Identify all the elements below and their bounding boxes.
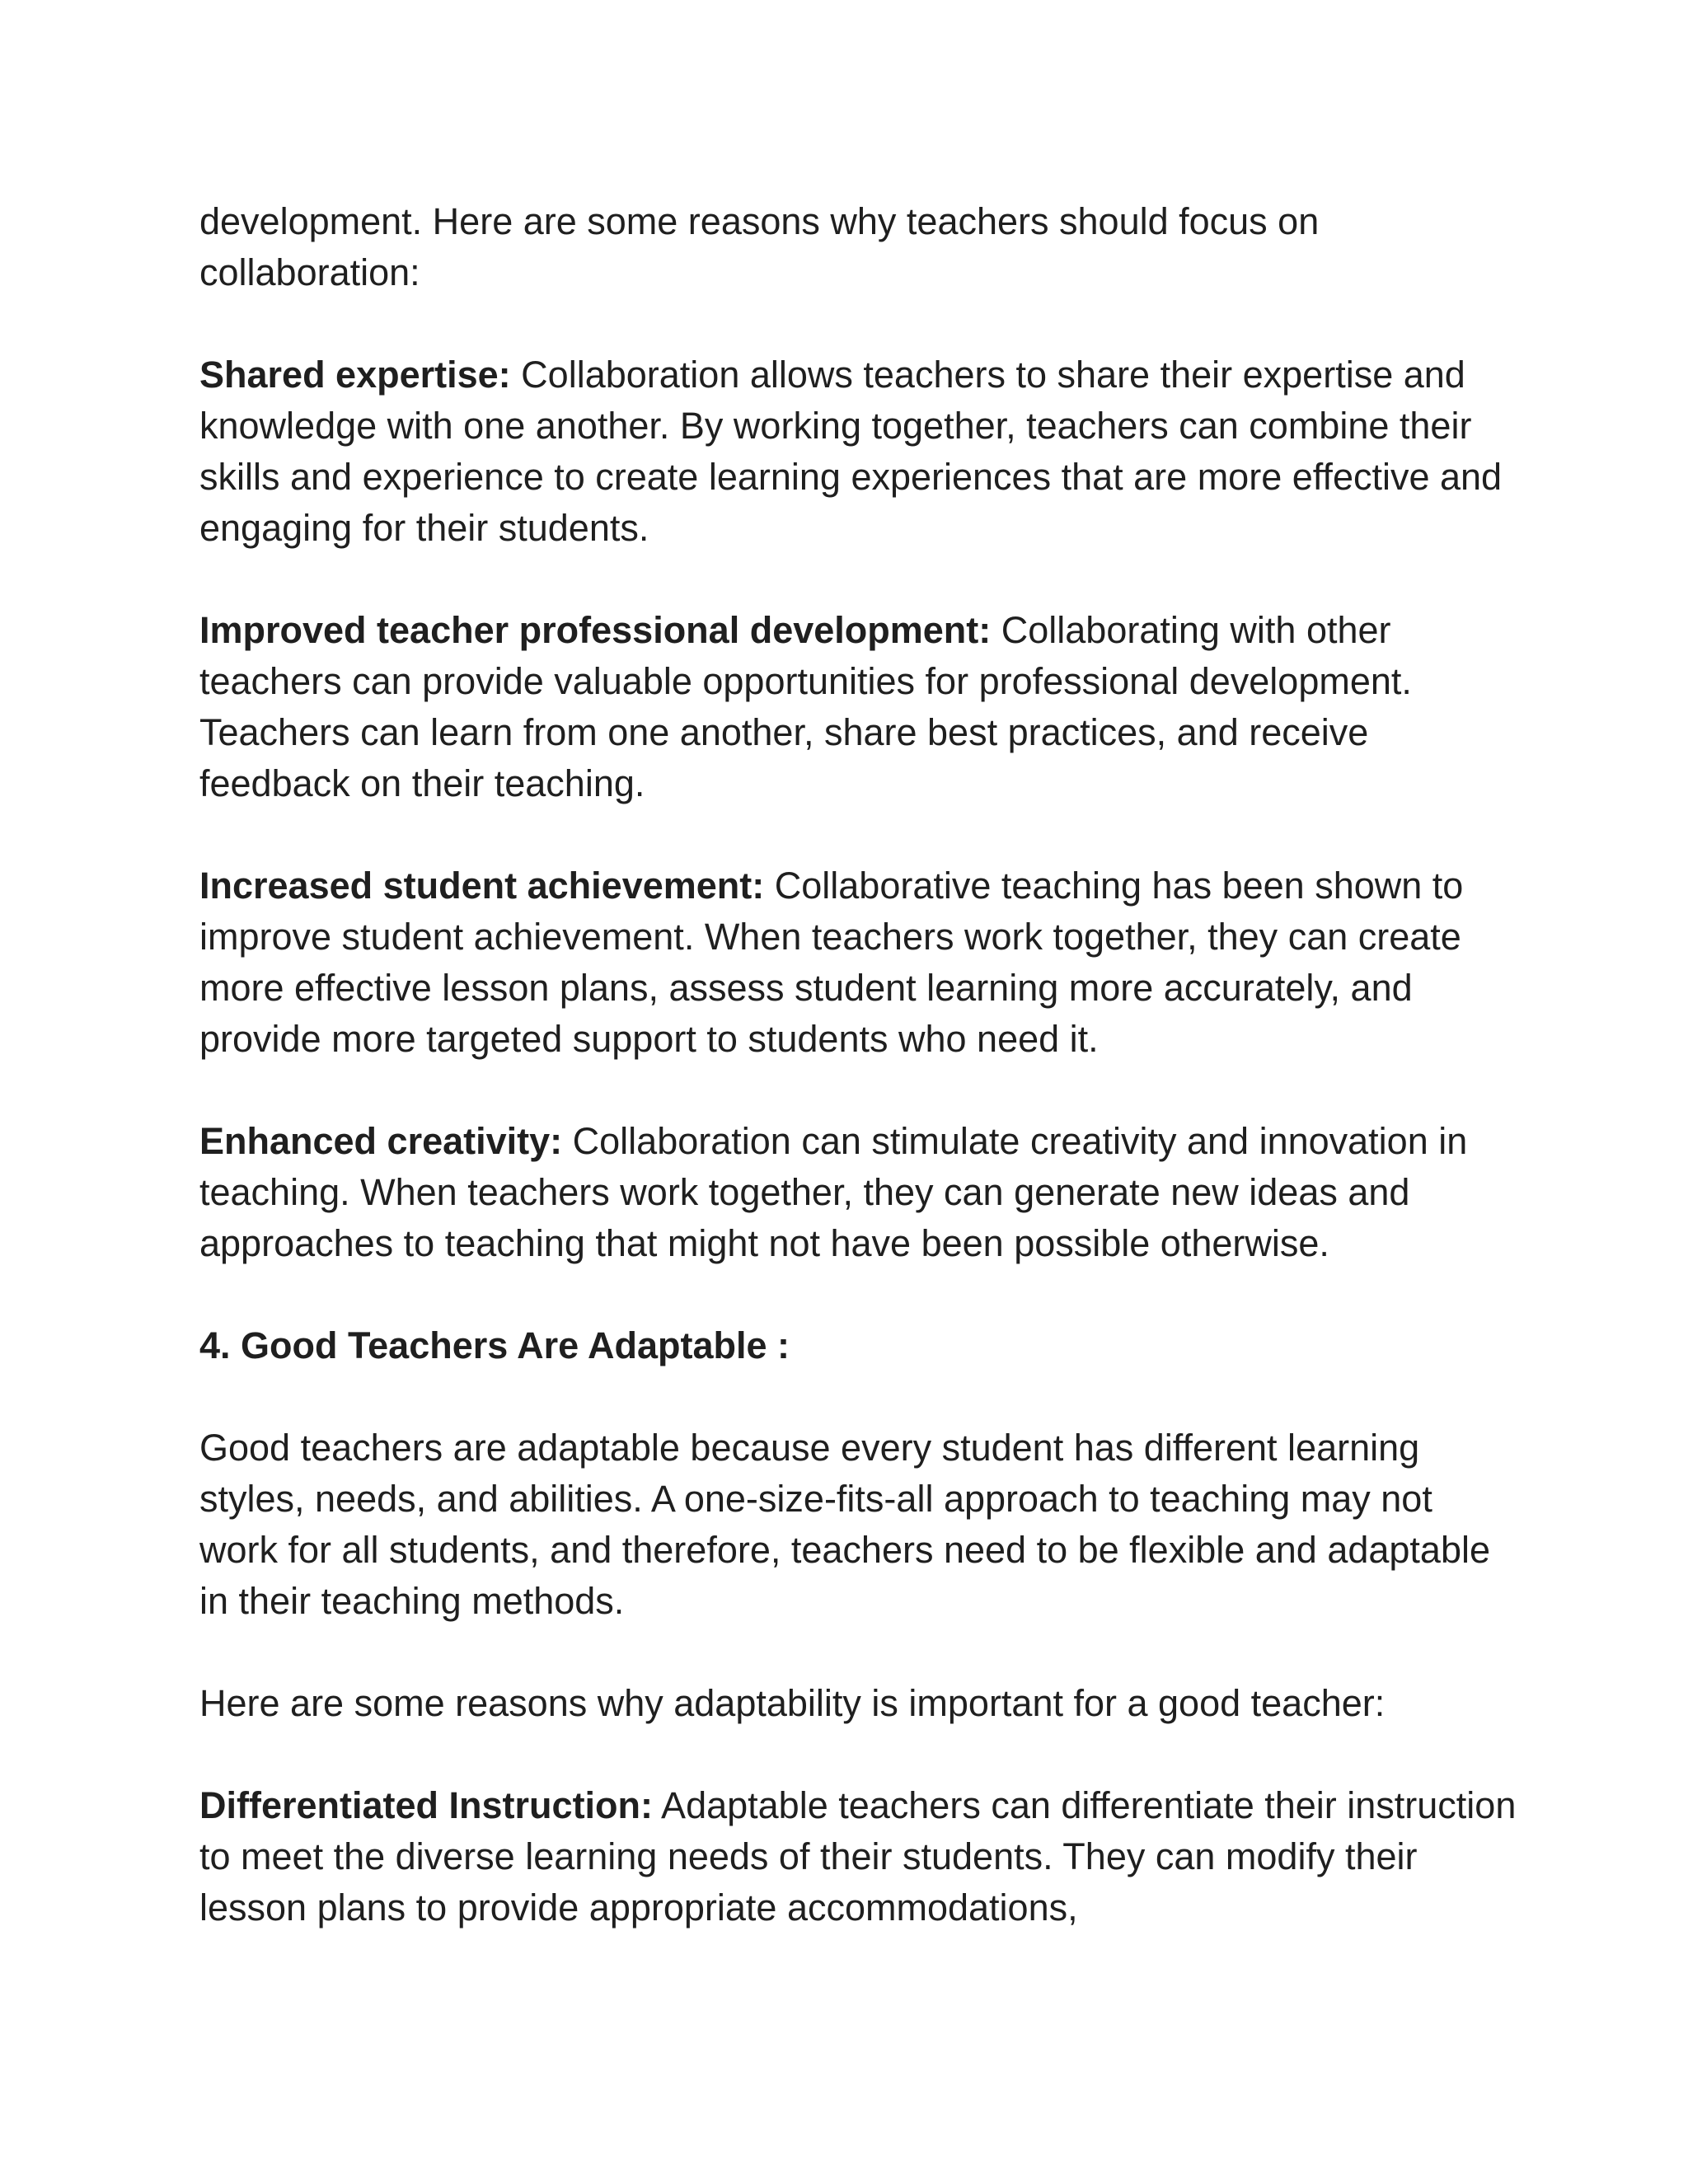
point-text: Collaborative teaching has been shown to improve student achievement. When teachers work together, they can create more effective lesson plans, assess student learning more accurately, and provide more targeted support to students who need it. [199,865,1464,1060]
point-term: Enhanced creativity: [199,1120,563,1162]
point-text: Collaboration can stimulate creativity and innovation in teaching. When teachers work together, they can generate new ideas and approaches to teaching that might not have been possible otherwise. [199,1120,1468,1264]
point-text: Collaboration allows teachers to share their expertise and knowledge with one another. By working together, teachers can combine their skills and experience to create learning experiences that are more effective and engaging for their students. [199,354,1503,549]
section-heading: 4. Good Teachers Are Adaptable : [199,1324,790,1366]
point-term: Differentiated Instruction: [199,1784,654,1826]
document-body [199,196,1518,1933]
point-enhanced-creativity [199,1116,1518,1269]
point-term: Increased student achievement: [199,865,765,907]
intro-paragraph: development. Here are some reasons why teachers should focus on collaboration: [199,200,1320,293]
point-shared-expertise [199,349,1518,554]
point-text: Adaptable teachers can differentiate their instruction to meet the diverse learning needs of their students. They can modify their lesson plans to provide appropriate accommodations, [199,1784,1517,1929]
adaptable-paragraph: Good teachers are adaptable because every student has different learning styles, needs, and abilities. A one-size-fits-all approach to teaching may not work for all students, and therefore, teachers need to be flexible and adaptable in their teaching methods. [199,1427,1491,1622]
reasons-intro: Here are some reasons why adaptability is important for a good teacher: [199,1682,1386,1724]
point-differentiated-instruction [199,1780,1518,1933]
point-professional-development [199,605,1518,809]
point-term: Shared expertise: [199,354,511,396]
point-student-achievement [199,860,1518,1065]
point-term: Improved teacher professional development: [199,609,992,651]
point-text: Collaborating with other teachers can provide valuable opportunities for professional development. Teachers can learn from one another, share best practices, and receive feedback on their teaching. [199,609,1412,804]
